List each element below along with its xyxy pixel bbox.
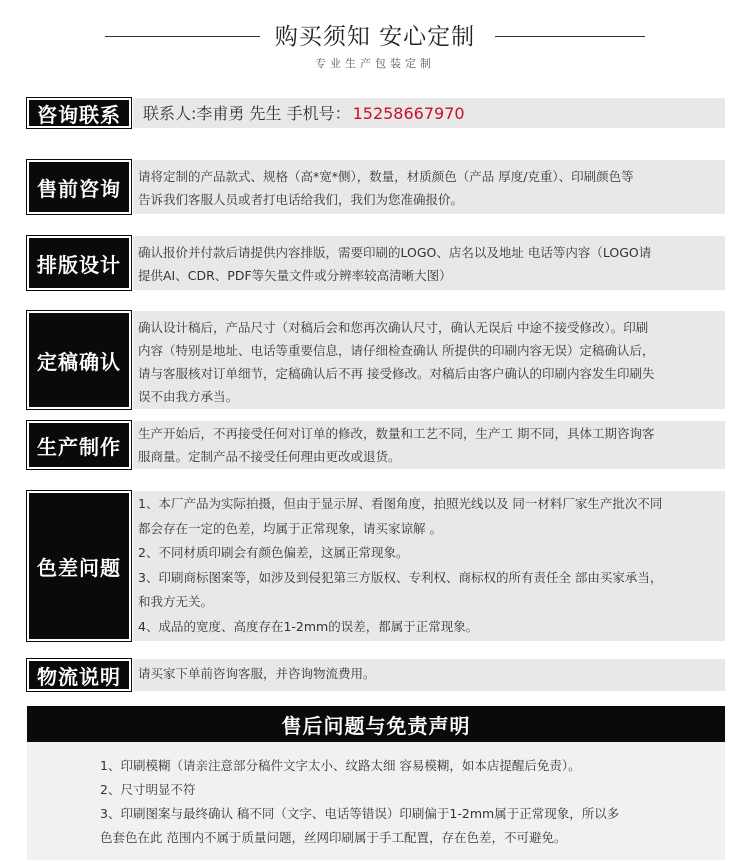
text-line: 提供AI、CDR、PDF等矢量文件或分辨率较高清晰大图）	[138, 268, 452, 283]
section-content	[133, 236, 725, 290]
text-line: 2、不同材质印刷会有颜色偏差，这属正常现象。	[138, 545, 409, 560]
text-line: 确认报价并付款后请提供内容排版，需要印刷的LOGO、店名以及地址 电话等内容（LOGO请	[138, 245, 652, 260]
section-label: 生产制作	[27, 421, 131, 469]
section-content	[133, 659, 725, 691]
text-line: 1、印刷模糊（请亲注意部分稿件文字太小、纹路太细 容易模糊，如本店提醒后免责）。	[100, 758, 581, 773]
section-label: 物流说明	[27, 659, 131, 691]
page-header	[0, 0, 750, 80]
section-color-difference	[27, 491, 725, 641]
section-contact	[27, 98, 725, 128]
text-line: 2、尺寸明显不符	[100, 782, 196, 797]
section-logistics	[27, 659, 725, 691]
text-line: 误不由我方承当。	[138, 389, 239, 404]
text-line: 色套色在此 范围内不属于质量问题，丝网印刷属于手工配置，存在色差，不可避免。	[100, 830, 567, 845]
section-content	[133, 311, 725, 409]
section-production	[27, 421, 725, 469]
section-label: 色差问题	[27, 491, 131, 641]
text-line: 确认设计稿后，产品尺寸（对稿后会和您再次确认尺寸，确认无误后 中途不接受修改）。印刷	[138, 320, 649, 335]
after-sales-content	[27, 742, 725, 860]
text-line: 服商量。定制产品不接受任何理由更改或退货。	[138, 449, 401, 464]
text-line: 1、本厂产品为实际拍摄，但由于显示屏、看图角度，拍照光线以及 同一材料厂家生产批次不同	[138, 496, 663, 511]
text-line: 生产开始后，不再接受任何对订单的修改，数量和工艺不同，生产工 期不同，具体工期咨询客	[138, 426, 655, 441]
after-sales-title: 售后问题与免责声明	[27, 706, 725, 742]
section-label: 咨询联系	[27, 98, 131, 128]
contact-phone: 15258667970	[352, 103, 465, 123]
section-layout-design	[27, 236, 725, 290]
page-subtitle: 专业生产包装定制	[315, 57, 435, 70]
section-content	[133, 421, 725, 469]
text-line: 3、印刷图案与最终确认 稿不同（文字、电话等错误）印刷偏于1-2mm属于正常现象，所以多	[100, 806, 620, 821]
section-content	[133, 160, 725, 214]
text-line: 都会存在一定的色差，均属于正常现象，请买家谅解 。	[138, 520, 442, 536]
text-line: 3、印刷商标图案等，如涉及到侵犯第三方版权、专利权、商标权的所有责任全 部由买家承当，	[138, 569, 663, 585]
section-label: 售前咨询	[27, 160, 131, 214]
section-presale	[27, 160, 725, 214]
section-content	[133, 98, 725, 128]
header-divider-right	[495, 36, 645, 37]
section-final-confirm	[27, 311, 725, 409]
text-line: 请与客服核对订单细节，定稿确认后不再 接受修改。对稿后由客户确认的印刷内容发生印刷失	[138, 366, 655, 381]
section-label: 排版设计	[27, 236, 131, 290]
text-line: 请将定制的产品款式、规格（高*宽*侧），数量，材质颜色（产品 厚度/克重）、印刷颜色等	[138, 169, 634, 184]
text-line: 告诉我们客服人员或者打电话给我们，我们为您准确报价。	[138, 192, 464, 207]
text-line: 内容（特别是地址、电话等重要信息，请仔细检查确认 所提供的印刷内容无误）定稿确认后，	[138, 343, 655, 358]
section-label: 定稿确认	[27, 311, 131, 409]
text-line: 4、成品的宽度、高度存在1-2mm的误差，都属于正常现象。	[138, 618, 479, 634]
contact-text: 联系人:李甫勇 先生 手机号：	[143, 103, 351, 123]
text-line: 请买家下单前咨询客服，并咨询物流费用。	[138, 666, 376, 681]
text-line: 和我方无关。	[138, 594, 214, 609]
section-content	[133, 491, 725, 641]
page-title: 购买须知 安心定制	[274, 24, 476, 50]
